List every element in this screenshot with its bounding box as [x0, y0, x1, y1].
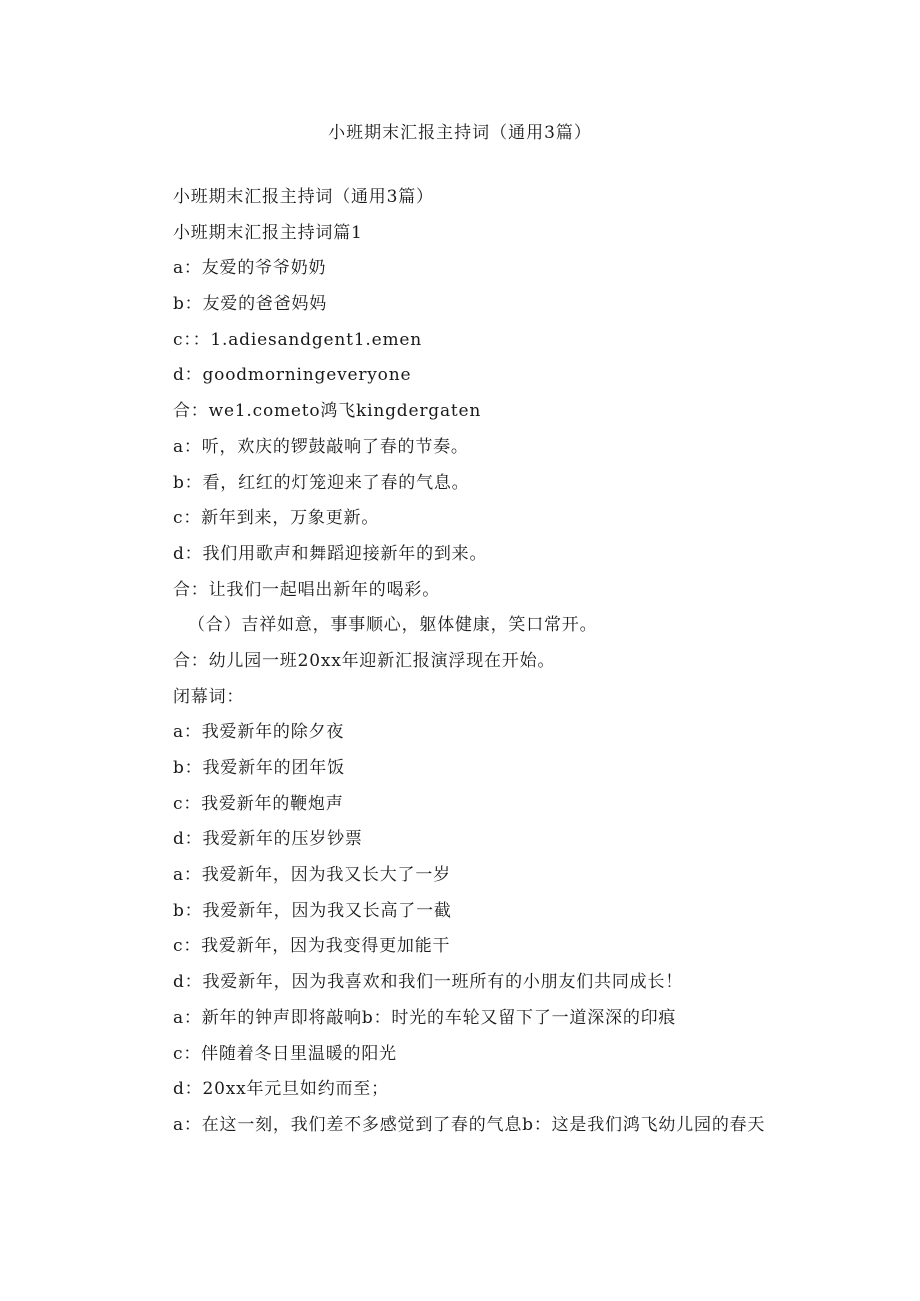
text-line: 合：we1.cometo鸿飞kingdergaten — [173, 401, 482, 422]
text-line: d：goodmorningeveryone — [173, 365, 412, 386]
text-line: 小班期末汇报主持词篇1 — [173, 222, 363, 243]
text-line: 闭幕词： — [173, 686, 245, 707]
text-line: b：我爱新年的团年饭 — [173, 758, 345, 778]
text-line: c：新年到来，万象更新。 — [173, 508, 380, 529]
text-line: a：听，欢庆的锣鼓敲响了春的节奏。 — [173, 436, 469, 457]
text-line: d：我爱新年的压岁钞票 — [173, 829, 363, 850]
text-line: d：我爱新年，因为我喜欢和我们一班所有的小朋友们共同成长！ — [173, 972, 684, 993]
text-line: b：友爱的爸爸妈妈 — [173, 294, 328, 315]
text-line: c：我爱新年，因为我变得更加能干 — [173, 936, 451, 957]
text-line: c：我爱新年的鞭炮声 — [173, 793, 344, 814]
text-line: d：我们用歌声和舞蹈迎接新年的到来。 — [173, 543, 488, 564]
text-paragraph: a：在这一刻，我们差不多感觉到了春的气息b：这是我们鸿飞幼儿园的春天 — [173, 1114, 766, 1135]
text-line: a：新年的钟声即将敲响b：时光的车轮又留下了一道深深的印痕 — [173, 1007, 677, 1028]
document-body — [0, 180, 920, 1144]
text-line: d：20xx年元旦如约而至； — [173, 1079, 389, 1100]
text-line: a：我爱新年，因为我又长大了一岁 — [173, 865, 451, 886]
text-line: c：伴随着冬日里温暖的阳光 — [173, 1043, 397, 1064]
text-line: （合）吉祥如意，事事顺心，躯体健康，笑口常开。 — [188, 615, 598, 636]
text-line: a：我爱新年的除夕夜 — [173, 722, 345, 743]
text-line: b：我爱新年，因为我又长高了一截 — [173, 900, 452, 921]
text-line: b：看，红红的灯笼迎来了春的气息。 — [173, 472, 470, 493]
text-line: a：友爱的爷爷奶奶 — [173, 258, 327, 279]
text-line: 合：幼儿园一班20xx年迎新汇报演浮现在开始。 — [173, 650, 556, 671]
text-line: 小班期末汇报主持词（通用3篇） — [173, 187, 434, 207]
text-line: 合：让我们一起唱出新年的喝彩。 — [173, 579, 440, 600]
document-title: 小班期末汇报主持词（通用3篇） — [328, 123, 592, 143]
text-line: c：：1.adiesandgent1.emen — [173, 329, 422, 350]
